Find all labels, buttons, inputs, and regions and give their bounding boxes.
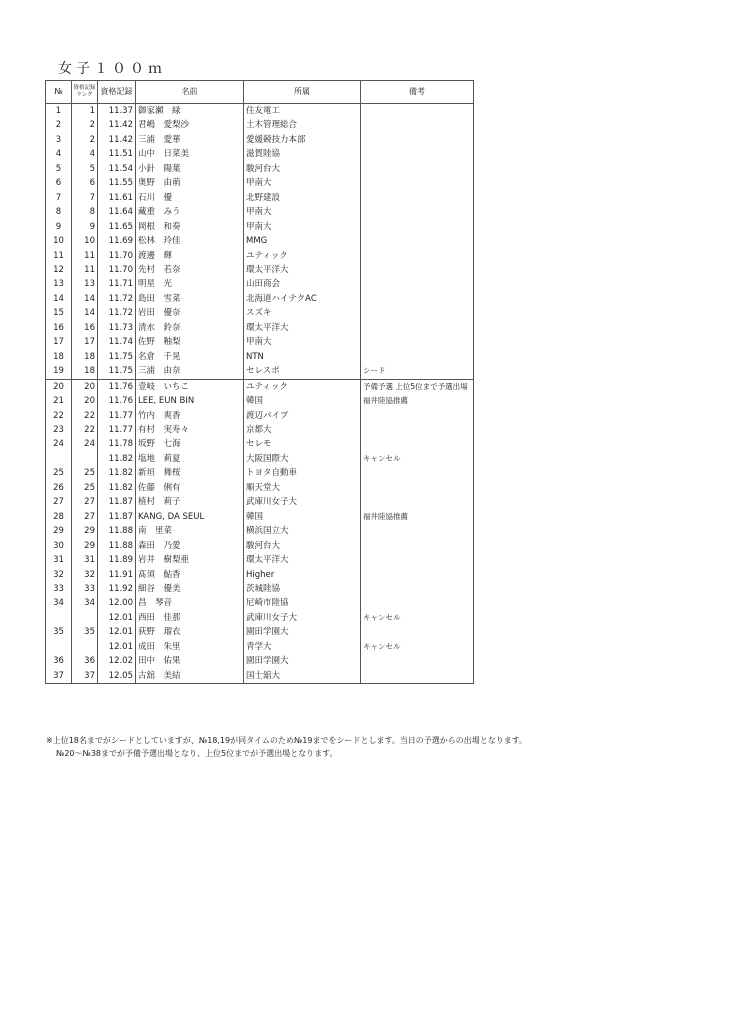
table-row [46,481,474,495]
cell-record: 11.72 [98,306,136,320]
cell-name: 清水 鈴奈 [136,321,244,335]
cell-name: 名倉 千晃 [136,350,244,364]
cell-name: LEE, EUN BIN [136,394,244,408]
table-row [46,510,474,524]
cell-record: 11.42 [98,133,136,147]
cell-rank: 27 [72,510,98,524]
cell-no: 10 [46,234,72,248]
cell-no: 24 [46,437,72,451]
cell-no: 8 [46,205,72,219]
cell-note [361,220,474,234]
cell-no: 37 [46,669,72,684]
table-row [46,582,474,596]
table-row [46,423,474,437]
cell-affiliation: 北海道ハイテクAC [244,292,361,306]
cell-note [361,335,474,349]
cell-name: 三浦 由奈 [136,364,244,379]
cell-record: 11.82 [98,466,136,480]
table-row [46,176,474,190]
cell-name: 竹内 爽香 [136,409,244,423]
cell-note [361,350,474,364]
cell-affiliation: 土木管理総合 [244,118,361,132]
cell-name: 岩井 樹梨亜 [136,553,244,567]
cell-affiliation: 順天堂大 [244,481,361,495]
cell-note [361,104,474,119]
cell-affiliation: 渡辺パイプ [244,409,361,423]
cell-no: 2 [46,118,72,132]
cell-rank: 17 [72,335,98,349]
cell-name: 山中 日菜美 [136,147,244,161]
cell-name: 渡邊 輝 [136,249,244,263]
cell-record: 11.76 [98,394,136,408]
cell-note [361,495,474,509]
cell-affiliation: 住友電工 [244,104,361,119]
cell-note: 予備予選 上位5位まで予選出場 [361,379,474,394]
cell-affiliation: 環太平洋大 [244,263,361,277]
cell-name: 荻野 瑠衣 [136,625,244,639]
cell-affiliation: 甲南大 [244,176,361,190]
cell-no: 12 [46,263,72,277]
cell-note [361,669,474,684]
cell-name: 有村 実寿々 [136,423,244,437]
cell-name: 坂野 七海 [136,437,244,451]
cell-rank: 7 [72,191,98,205]
cell-record: 11.37 [98,104,136,119]
cell-note [361,118,474,132]
cell-affiliation: 甲南大 [244,205,361,219]
cell-rank: 37 [72,669,98,684]
cell-record: 11.51 [98,147,136,161]
cell-record: 11.61 [98,191,136,205]
entry-list-table [45,80,474,684]
cell-name: 奥野 由萌 [136,176,244,190]
cell-record: 12.01 [98,640,136,654]
cell-no: 26 [46,481,72,495]
table-row [46,379,474,394]
cell-note: キャンセル [361,611,474,625]
cell-rank: 18 [72,350,98,364]
header-rank-line2: ランク [76,92,93,98]
cell-name: 壹岐 いちこ [136,379,244,394]
table-row [46,350,474,364]
cell-name: 岩田 優奈 [136,306,244,320]
cell-no: 1 [46,104,72,119]
cell-affiliation: 園田学園大 [244,654,361,668]
cell-affiliation: 北野建設 [244,191,361,205]
cell-rank: 25 [72,466,98,480]
cell-record: 11.69 [98,234,136,248]
table-row [46,335,474,349]
cell-record: 11.77 [98,409,136,423]
cell-affiliation: 韓国 [244,394,361,408]
cell-no: 31 [46,553,72,567]
cell-name: 君嶋 愛梨沙 [136,118,244,132]
cell-name: 御家瀬 緑 [136,104,244,119]
cell-affiliation: ユティック [244,379,361,394]
cell-record: 11.73 [98,321,136,335]
cell-rank: 16 [72,321,98,335]
cell-no: 7 [46,191,72,205]
cell-name: 南 里菜 [136,524,244,538]
cell-record: 11.92 [98,582,136,596]
cell-note [361,553,474,567]
cell-affiliation: セレモ [244,437,361,451]
header-rank-line1: 資格記録 [73,85,96,91]
cell-note [361,321,474,335]
table-row [46,292,474,306]
cell-affiliation: MMG [244,234,361,248]
cell-affiliation: 武庫川女子大 [244,611,361,625]
cell-no: 5 [46,162,72,176]
cell-note [361,481,474,495]
table-row [46,133,474,147]
table-row [46,654,474,668]
cell-name: 小針 陽葉 [136,162,244,176]
cell-affiliation: 園田学園大 [244,625,361,639]
cell-note [361,263,474,277]
cell-affiliation: 横浜国立大 [244,524,361,538]
cell-name: 成田 朱里 [136,640,244,654]
table-row [46,263,474,277]
table-row [46,321,474,335]
cell-affiliation: 京都大 [244,423,361,437]
table-body [46,104,474,684]
cell-rank: 2 [72,118,98,132]
cell-record: 11.77 [98,423,136,437]
cell-rank: 20 [72,379,98,394]
cell-name: 森田 乃愛 [136,539,244,553]
footnote [46,734,527,760]
cell-note [361,147,474,161]
table-row [46,524,474,538]
cell-name: 佐野 釉梨 [136,335,244,349]
cell-rank: 29 [72,524,98,538]
cell-rank [72,640,98,654]
cell-rank: 34 [72,596,98,610]
cell-record: 12.00 [98,596,136,610]
footnote-line-2: №20～№38までが予備予選出場となり、上位5位までが予選出場となります。 [56,749,338,758]
header-record: 資格記録 [98,81,136,104]
table-row [46,249,474,263]
cell-note [361,205,474,219]
cell-affiliation: スズキ [244,306,361,320]
cell-rank: 24 [72,437,98,451]
cell-record: 11.75 [98,350,136,364]
cell-record: 11.54 [98,162,136,176]
table-row [46,495,474,509]
cell-rank: 29 [72,539,98,553]
footnote-line-1: ※上位18名までがシードとしていますが、№18,19が同タイムのため№19までをシードとします。当日の予選からの出場となります。 [46,736,528,745]
cell-name: 植村 莉子 [136,495,244,509]
table-row [46,162,474,176]
cell-no [46,611,72,625]
cell-affiliation: 環太平洋大 [244,553,361,567]
cell-note: キャンセル [361,452,474,466]
cell-no: 21 [46,394,72,408]
cell-record: 11.64 [98,205,136,219]
cell-name: 島田 雪菜 [136,292,244,306]
cell-affiliation: 滋賀陸協 [244,147,361,161]
cell-note: 福井陸協推薦 [361,394,474,408]
cell-record: 11.82 [98,452,136,466]
cell-record: 12.01 [98,611,136,625]
table-row [46,437,474,451]
cell-record: 11.88 [98,539,136,553]
cell-no: 13 [46,277,72,291]
cell-rank [72,611,98,625]
cell-rank: 35 [72,625,98,639]
cell-name: 岡根 和奏 [136,220,244,234]
cell-record: 11.70 [98,249,136,263]
cell-rank: 8 [72,205,98,219]
cell-rank: 33 [72,582,98,596]
cell-affiliation: 尼崎市陸協 [244,596,361,610]
cell-no: 23 [46,423,72,437]
cell-rank: 20 [72,394,98,408]
cell-affiliation: NTN [244,350,361,364]
cell-note: キャンセル [361,640,474,654]
cell-rank: 14 [72,292,98,306]
cell-rank: 22 [72,423,98,437]
cell-rank: 14 [72,306,98,320]
cell-rank: 22 [72,409,98,423]
cell-rank: 6 [72,176,98,190]
cell-record: 11.55 [98,176,136,190]
table-row [46,220,474,234]
cell-note [361,437,474,451]
cell-rank: 25 [72,481,98,495]
cell-record: 11.65 [98,220,136,234]
cell-rank: 32 [72,568,98,582]
cell-name: 三浦 愛華 [136,133,244,147]
cell-record: 11.91 [98,568,136,582]
cell-note [361,625,474,639]
header-rank [72,81,98,104]
cell-affiliation: 大阪国際大 [244,452,361,466]
cell-affiliation: セレスポ [244,364,361,379]
cell-name: 髙須 鮎香 [136,568,244,582]
cell-affiliation: 韓国 [244,510,361,524]
cell-no: 29 [46,524,72,538]
cell-record: 11.78 [98,437,136,451]
cell-affiliation: トヨタ自動車 [244,466,361,480]
cell-no: 14 [46,292,72,306]
table-row [46,191,474,205]
table-row [46,147,474,161]
cell-name: 新垣 舞桜 [136,466,244,480]
cell-note [361,596,474,610]
cell-no: 22 [46,409,72,423]
cell-no: 30 [46,539,72,553]
table-row [46,466,474,480]
cell-name: 明星 光 [136,277,244,291]
cell-note [361,539,474,553]
cell-no: 33 [46,582,72,596]
table-row [46,205,474,219]
cell-note [361,292,474,306]
cell-rank: 1 [72,104,98,119]
cell-rank: 27 [72,495,98,509]
cell-no: 18 [46,350,72,364]
cell-no: 32 [46,568,72,582]
cell-note [361,162,474,176]
header-no: № [46,81,72,104]
cell-affiliation: ユティック [244,249,361,263]
cell-rank: 4 [72,147,98,161]
cell-record: 11.70 [98,263,136,277]
cell-no: 27 [46,495,72,509]
cell-no: 16 [46,321,72,335]
cell-name: 藏重 みう [136,205,244,219]
table-row [46,234,474,248]
cell-record: 11.74 [98,335,136,349]
cell-affiliation: 青学大 [244,640,361,654]
table-row [46,306,474,320]
cell-no: 20 [46,379,72,394]
cell-no [46,452,72,466]
cell-note [361,654,474,668]
cell-note [361,582,474,596]
cell-note [361,249,474,263]
cell-no: 9 [46,220,72,234]
cell-record: 11.82 [98,481,136,495]
cell-rank: 5 [72,162,98,176]
cell-note [361,277,474,291]
table-row [46,553,474,567]
cell-note [361,306,474,320]
cell-note [361,234,474,248]
cell-no: 17 [46,335,72,349]
cell-note: シード [361,364,474,379]
cell-affiliation: 愛媛競技力本部 [244,133,361,147]
cell-no: 4 [46,147,72,161]
cell-name: 佐藤 俐有 [136,481,244,495]
table-row [46,640,474,654]
cell-rank: 11 [72,263,98,277]
cell-record: 12.01 [98,625,136,639]
cell-rank: 13 [72,277,98,291]
cell-record: 12.02 [98,654,136,668]
header-affiliation: 所属 [244,81,361,104]
table-row [46,596,474,610]
cell-no: 19 [46,364,72,379]
cell-no: 15 [46,306,72,320]
cell-no: 11 [46,249,72,263]
cell-no: 35 [46,625,72,639]
table-header-row [46,81,474,104]
cell-affiliation: 駿河台大 [244,162,361,176]
cell-name: 松林 玲佳 [136,234,244,248]
table-row [46,104,474,119]
cell-rank: 36 [72,654,98,668]
cell-record: 12.05 [98,669,136,684]
cell-note [361,133,474,147]
table-row [46,118,474,132]
cell-record: 11.88 [98,524,136,538]
cell-no [46,640,72,654]
cell-rank: 9 [72,220,98,234]
cell-record: 11.89 [98,553,136,567]
cell-record: 11.87 [98,510,136,524]
cell-affiliation: 武庫川女子大 [244,495,361,509]
cell-rank: 11 [72,249,98,263]
table-row [46,452,474,466]
table-row [46,277,474,291]
cell-affiliation: 茨城陸協 [244,582,361,596]
table-row [46,669,474,684]
cell-rank [72,452,98,466]
cell-name: 田中 佑果 [136,654,244,668]
cell-name: 古舘 美結 [136,669,244,684]
cell-name: 先村 若奈 [136,263,244,277]
cell-affiliation: 国士舘大 [244,669,361,684]
cell-affiliation: 環太平洋大 [244,321,361,335]
cell-affiliation: 甲南大 [244,220,361,234]
cell-affiliation: Higher [244,568,361,582]
cell-name: 昌 琴音 [136,596,244,610]
cell-rank: 2 [72,133,98,147]
cell-record: 11.42 [98,118,136,132]
cell-no: 34 [46,596,72,610]
table-row [46,568,474,582]
cell-name: 塩地 莉夏 [136,452,244,466]
cell-name: 西田 佳那 [136,611,244,625]
table-row [46,611,474,625]
header-note: 備考 [361,81,474,104]
cell-name: 石川 優 [136,191,244,205]
cell-affiliation: 山田商会 [244,277,361,291]
cell-note [361,191,474,205]
cell-note [361,568,474,582]
cell-no: 25 [46,466,72,480]
cell-note [361,176,474,190]
table-row [46,625,474,639]
cell-record: 11.76 [98,379,136,394]
cell-no: 3 [46,133,72,147]
cell-affiliation: 駿河台大 [244,539,361,553]
cell-note [361,466,474,480]
cell-name: 細谷 優美 [136,582,244,596]
cell-rank: 18 [72,364,98,379]
page-title: 女子１００ｍ [58,61,166,77]
cell-record: 11.71 [98,277,136,291]
cell-rank: 10 [72,234,98,248]
cell-rank: 31 [72,553,98,567]
cell-no: 28 [46,510,72,524]
cell-record: 11.75 [98,364,136,379]
cell-no: 36 [46,654,72,668]
table-row [46,539,474,553]
cell-note [361,409,474,423]
table-row [46,364,474,379]
cell-record: 11.87 [98,495,136,509]
table-row [46,409,474,423]
cell-note [361,423,474,437]
cell-affiliation: 甲南大 [244,335,361,349]
table-row [46,394,474,408]
cell-name: KANG, DA SEUL [136,510,244,524]
header-name: 名前 [136,81,244,104]
cell-note [361,524,474,538]
cell-record: 11.72 [98,292,136,306]
cell-note: 福井陸協推薦 [361,510,474,524]
cell-no: 6 [46,176,72,190]
